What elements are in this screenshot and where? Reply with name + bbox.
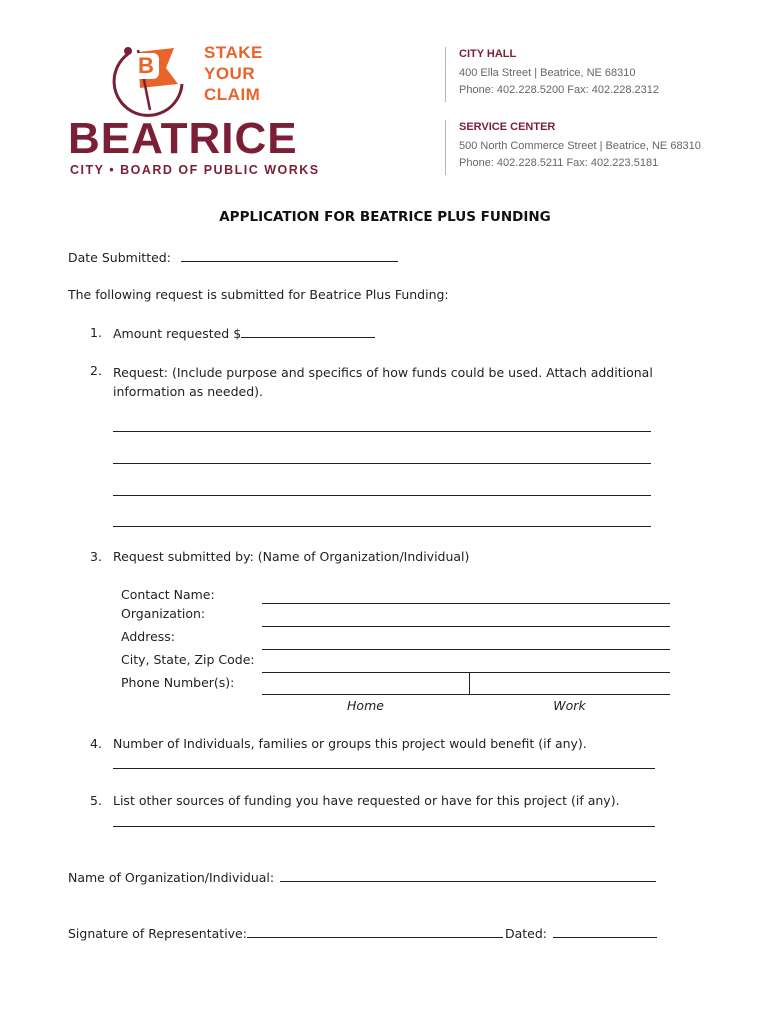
other-funding-field[interactable]: [113, 826, 655, 827]
service-center-address: 500 North Commerce Street | Beatrice, NE 68310: [459, 140, 701, 152]
item-5-number: 5.: [90, 793, 102, 808]
organization-field[interactable]: [262, 626, 670, 627]
item-2-number: 2.: [90, 363, 102, 378]
service-center-heading: SERVICE CENTER: [459, 121, 556, 133]
request-line-2[interactable]: [113, 463, 651, 464]
contact-name-field[interactable]: [262, 603, 670, 604]
city-hall-block: [459, 48, 659, 96]
phone-work-field[interactable]: [469, 694, 670, 695]
item-3-number: 3.: [90, 549, 102, 564]
city-hall-heading: CITY HALL: [459, 48, 517, 60]
address-label: Address:: [121, 629, 175, 644]
divider: [445, 120, 446, 175]
other-funding-label: List other sources of funding you have requested or have for this project (if any).: [113, 793, 620, 808]
phone-divider: [469, 672, 470, 695]
signature-label: Signature of Representative:: [68, 926, 247, 941]
address-field[interactable]: [262, 649, 670, 650]
logo-name: BEATRICE: [68, 114, 298, 163]
service-center-phone: Phone: 402.228.5211 Fax: 402.223.5181: [459, 157, 659, 169]
org-name-label: Name of Organization/Individual:: [68, 870, 275, 885]
request-line-4[interactable]: [113, 526, 651, 527]
service-center-block: [459, 121, 701, 169]
request-submitted-by-label: Request submitted by: (Name of Organization/Individual): [113, 549, 470, 564]
city-state-zip-label: City, State, Zip Code:: [121, 652, 255, 667]
phone-home-label: Home: [347, 698, 384, 713]
date-submitted-row: [68, 249, 398, 265]
amount-requested-label: Amount requested $: [113, 326, 242, 341]
dated-field[interactable]: [553, 925, 657, 938]
item-1-row: [113, 325, 375, 341]
phone-home-field[interactable]: [262, 694, 469, 695]
phone-work-label: Work: [553, 698, 586, 713]
logo-badge-letter: B: [133, 53, 159, 79]
slogan-line: YOUR: [204, 64, 256, 83]
item-1-number: 1.: [90, 325, 102, 340]
dated-row: [505, 925, 657, 941]
request-instructions-line: Request: (Include purpose and specifics of how funds could be used. Attach additional: [113, 365, 653, 380]
contact-name-label: Contact Name:: [121, 587, 215, 602]
organization-label: Organization:: [121, 606, 206, 621]
org-name-field[interactable]: [280, 869, 656, 882]
city-hall-phone: Phone: 402.228.5200 Fax: 402.228.2312: [459, 84, 660, 96]
logo-subtitle: CITY • BOARD OF PUBLIC WORKS: [70, 163, 320, 177]
request-line-3[interactable]: [113, 495, 651, 496]
dated-label: Dated:: [505, 926, 548, 941]
divider: [445, 47, 446, 102]
city-hall-address: 400 Ella Street | Beatrice, NE 68310: [459, 67, 636, 79]
signature-field[interactable]: [247, 925, 503, 938]
org-name-row: [68, 869, 656, 885]
slogan-line: CLAIM: [204, 85, 261, 104]
amount-requested-field[interactable]: [241, 325, 375, 338]
page-title: APPLICATION FOR BEATRICE PLUS FUNDING: [219, 209, 551, 225]
date-submitted-field[interactable]: [181, 249, 398, 262]
signature-row: [68, 925, 503, 941]
stake-flag-icon: [108, 40, 198, 120]
intro-text: The following request is submitted for Beatrice Plus Funding:: [68, 287, 449, 302]
city-state-zip-field[interactable]: [262, 672, 670, 673]
slogan-line: STAKE: [204, 43, 263, 62]
item-4-number: 4.: [90, 736, 102, 751]
date-submitted-label: Date Submitted:: [68, 250, 171, 265]
request-instructions-line: information as needed).: [113, 384, 263, 399]
request-line-1[interactable]: [113, 431, 651, 432]
beneficiaries-label: Number of Individuals, families or groups this project would benefit (if any).: [113, 736, 587, 751]
logo-slogan: [204, 42, 263, 105]
beneficiaries-field[interactable]: [113, 768, 655, 769]
item-2-text: [113, 363, 653, 401]
phone-numbers-label: Phone Number(s):: [121, 675, 235, 690]
